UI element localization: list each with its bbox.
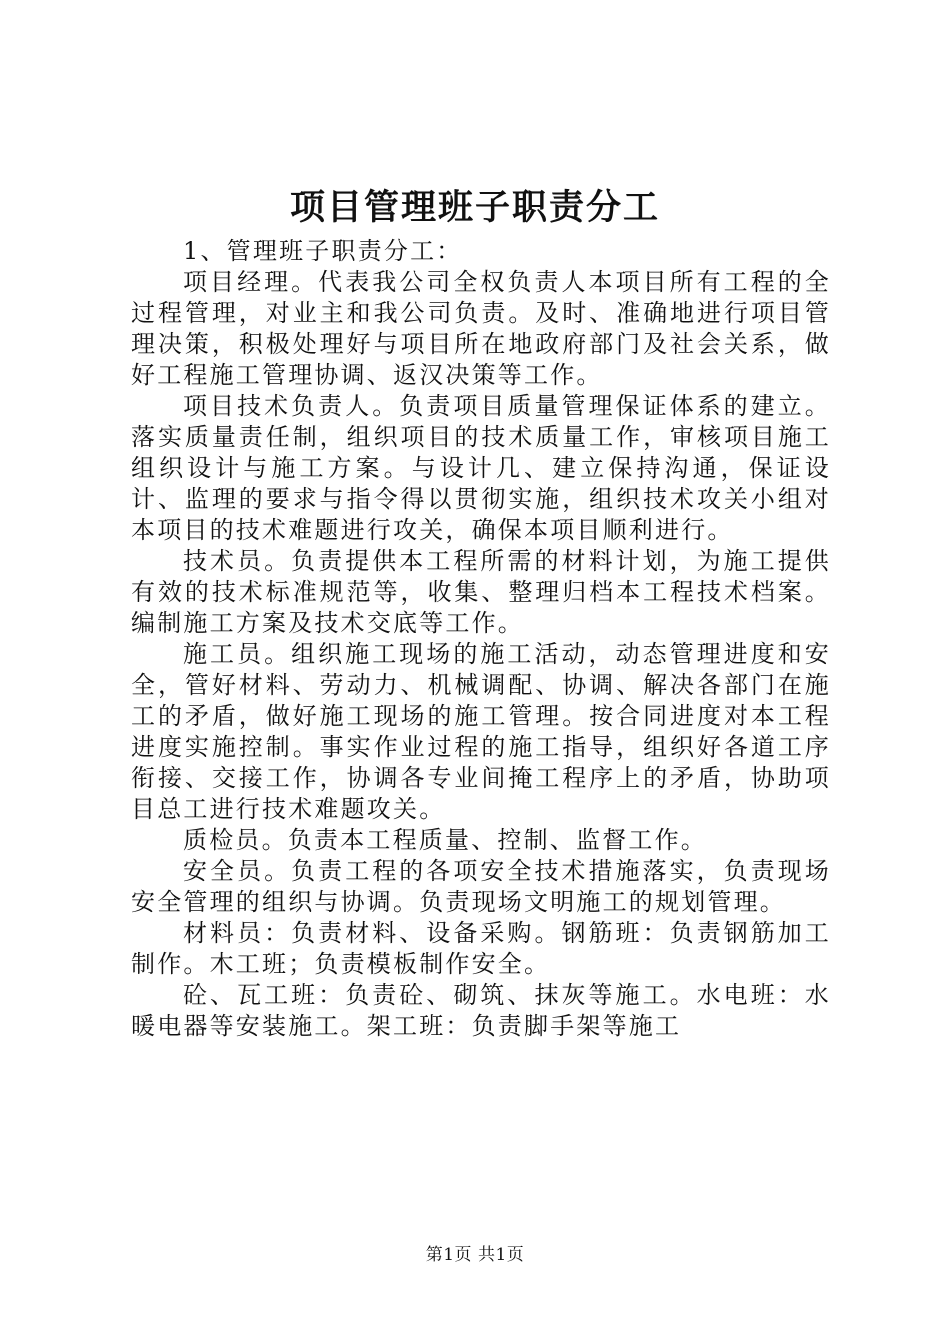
paragraph-technical-lead: 项目技术负责人。负责项目质量管理保证体系的建立。落实质量责任制，组织项目的技术质量工作，审核项目施工组织设计与施工方案。与设计几、建立保持沟通，保证设计、监理的要求与指令得以贯彻实施，组织技术攻关小组对本项目的技术难题进行攻关，确保本项目顺利进行。: [131, 392, 831, 544]
paragraph-materials-officer: 材料员：负责材料、设备采购。钢筋班：负责钢筋加工制作。木工班；负责模板制作安全。: [131, 919, 831, 978]
paragraph-work-teams: 砼、瓦工班：负责砼、砌筑、抹灰等施工。水电班：水暖电器等安装施工。架工班：负责脚手架等施工: [131, 981, 831, 1040]
document-title: 项目管理班子职责分工: [289, 187, 660, 228]
document-body: [131, 236, 831, 1042]
page-number-footer: 第1页 共1页: [425, 1245, 525, 1265]
section-heading: 1、管理班子职责分工：: [183, 237, 463, 265]
paragraph-technician: 技术员。负责提供本工程所需的材料计划，为施工提供有效的技术标准规范等，收集、整理归档本工程技术档案。编制施工方案及技术交底等工作。: [131, 547, 831, 637]
paragraph-project-manager: 项目经理。代表我公司全权负责人本项目所有工程的全过程管理，对业主和我公司负责。及时、准确地进行项目管理决策，积极处理好与项目所在地政府部门及社会关系，做好工程施工管理协调、返汉决策等工作。: [131, 268, 831, 389]
paragraph-safety-officer: 安全员。负责工程的各项安全技术措施落实，负责现场安全管理的组织与协调。负责现场文明施工的规划管理。: [131, 857, 831, 916]
paragraph-quality-inspector: 质检员。负责本工程质量、控制、监督工作。: [183, 826, 707, 854]
paragraph-construction-officer: 施工员。组织施工现场的施工活动，动态管理进度和安全，管好材料、劳动力、机械调配、协调、解决各部门在施工的矛盾，做好施工现场的施工管理。按合同进度对本工程进度实施控制。事实作业过程的施工指导，组织好各道工序衔接、交接工作，协调各专业间掩工程序上的矛盾，协助项目总工进行技术难题攻关。: [131, 640, 831, 823]
